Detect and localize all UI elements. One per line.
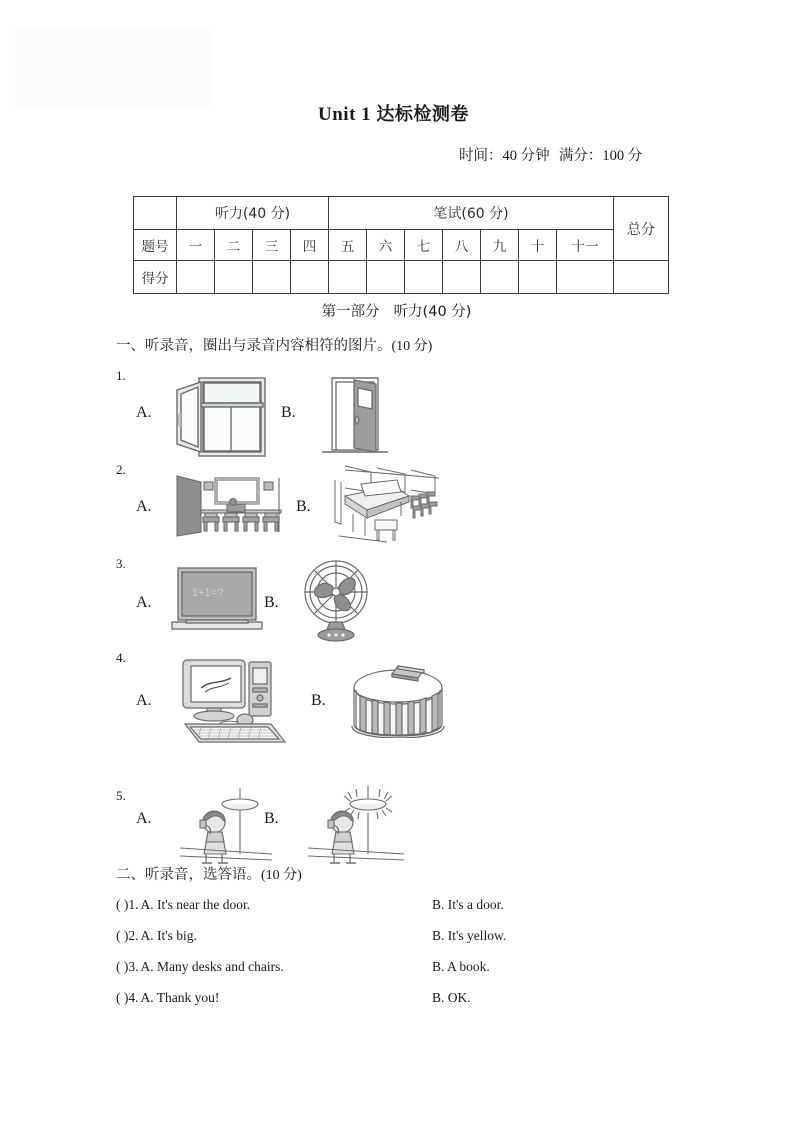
option-b-label[interactable]: B. xyxy=(311,692,326,709)
option-a-label[interactable]: A. xyxy=(136,498,152,515)
score-cell[interactable] xyxy=(215,261,253,294)
time-value: 40 分钟 xyxy=(502,148,550,164)
table-row-question-numbers xyxy=(134,230,669,261)
section-two-title-text: 二、听录音，选答语。 xyxy=(116,867,261,883)
option-a-text[interactable]: A. It's near the door. xyxy=(140,897,251,912)
question-number-cell: 四 xyxy=(291,230,329,261)
option-a-label[interactable]: A. xyxy=(136,810,152,827)
option-b-text[interactable]: B. It's yellow. xyxy=(432,928,507,943)
girl-light-on-icon[interactable] xyxy=(300,786,412,866)
open-window-icon[interactable] xyxy=(171,374,269,460)
section-one-title xyxy=(116,334,432,355)
section-one-title-text: 一、听录音，圈出与录音内容相符的图片。 xyxy=(116,338,392,354)
question-number: 4. xyxy=(116,650,126,665)
part-one-label: 第一部分 xyxy=(321,304,380,320)
row-label-question-number: 题号 xyxy=(134,230,177,261)
fullscore-value: 100 分 xyxy=(602,148,643,164)
page-title-chinese: 达标检测卷 xyxy=(376,104,469,125)
option-b-text[interactable]: B. A book. xyxy=(432,959,490,974)
open-door-icon[interactable] xyxy=(314,374,396,456)
curved-bookshelf-icon[interactable] xyxy=(344,664,452,738)
score-cell[interactable] xyxy=(481,261,519,294)
section-two-title xyxy=(116,863,302,884)
group-header-listening: 听力(40 分) xyxy=(177,197,329,230)
score-cell[interactable] xyxy=(177,261,215,294)
item-number: 3. xyxy=(128,959,139,974)
score-cell[interactable] xyxy=(367,261,405,294)
row-label-score: 得分 xyxy=(134,261,177,294)
question-number-cell: 三 xyxy=(253,230,291,261)
table-row-scores xyxy=(134,261,669,294)
table-row-groups xyxy=(134,197,669,230)
option-b-label[interactable]: B. xyxy=(264,810,279,827)
question-number-cell: 六 xyxy=(367,230,405,261)
option-a-label[interactable]: A. xyxy=(136,594,152,611)
question-number-cell: 七 xyxy=(405,230,443,261)
question-number-cell: 二 xyxy=(215,230,253,261)
score-cell[interactable] xyxy=(443,261,481,294)
question-number-cell: 八 xyxy=(443,230,481,261)
section-one-points: (10 分) xyxy=(391,339,433,354)
item-number: 2. xyxy=(128,928,139,943)
option-b-label[interactable]: B. xyxy=(264,594,279,611)
group-header-written: 笔试(60 分) xyxy=(329,197,614,230)
item-number: 4. xyxy=(128,990,139,1005)
desktop-computer-icon[interactable] xyxy=(171,654,301,748)
time-label: 时间： xyxy=(459,148,503,164)
option-b-label[interactable]: B. xyxy=(281,404,296,421)
score-table-corner xyxy=(134,197,177,230)
section-two-points: (10 分) xyxy=(261,868,302,883)
option-a-label[interactable]: A. xyxy=(136,404,152,421)
question-number: 3. xyxy=(116,556,126,571)
listening-item-2 xyxy=(116,928,507,944)
score-cell[interactable] xyxy=(291,261,329,294)
answer-blank[interactable]: ( ) xyxy=(116,959,129,974)
question-number-cell: 十 xyxy=(519,230,557,261)
question-number-cell: 五 xyxy=(329,230,367,261)
option-a-label[interactable]: A. xyxy=(136,692,152,709)
question-number: 5. xyxy=(116,788,126,803)
group-header-total: 总分 xyxy=(614,197,669,261)
listening-item-3 xyxy=(116,959,490,975)
score-cell[interactable] xyxy=(519,261,557,294)
answer-blank[interactable]: ( ) xyxy=(116,990,129,1005)
option-b-text[interactable]: B. It's a door. xyxy=(432,897,504,912)
score-cell[interactable] xyxy=(557,261,614,294)
option-a-text[interactable]: A. Thank you! xyxy=(140,990,220,1005)
question-number: 1. xyxy=(116,368,126,383)
part-one-heading xyxy=(0,300,793,321)
electric-fan-icon[interactable] xyxy=(296,558,376,644)
option-b-label[interactable]: B. xyxy=(296,498,311,515)
answer-blank[interactable]: ( ) xyxy=(116,928,129,943)
score-cell[interactable] xyxy=(405,261,443,294)
scan-artifact xyxy=(15,28,213,107)
question-number-cell: 一 xyxy=(177,230,215,261)
question-number: 2. xyxy=(116,462,126,477)
page-title-latin: Unit 1 xyxy=(318,104,372,125)
classroom-icon[interactable] xyxy=(171,470,291,546)
score-table xyxy=(133,196,669,294)
total-score-cell[interactable] xyxy=(614,261,669,294)
blackboard-text: 1+1=? xyxy=(192,587,224,599)
item-number: 1. xyxy=(128,897,139,912)
answer-blank[interactable]: ( ) xyxy=(116,897,129,912)
question-number-cell: 九 xyxy=(481,230,519,261)
score-cell[interactable] xyxy=(253,261,291,294)
option-b-text[interactable]: B. OK. xyxy=(432,990,471,1005)
exam-meta xyxy=(459,144,642,165)
blackboard-icon[interactable] xyxy=(168,566,266,638)
listening-item-1 xyxy=(116,897,504,913)
question-number-cell: 十一 xyxy=(557,230,614,261)
option-a-text[interactable]: A. It's big. xyxy=(140,928,197,943)
fullscore-label: 满分： xyxy=(558,148,603,164)
option-a-text[interactable]: A. Many desks and chairs. xyxy=(140,959,284,974)
music-room-icon[interactable] xyxy=(331,462,443,544)
part-one-name: 听力(40 分) xyxy=(393,304,472,320)
score-cell[interactable] xyxy=(329,261,367,294)
page-title xyxy=(318,100,469,126)
listening-item-4 xyxy=(116,990,471,1006)
